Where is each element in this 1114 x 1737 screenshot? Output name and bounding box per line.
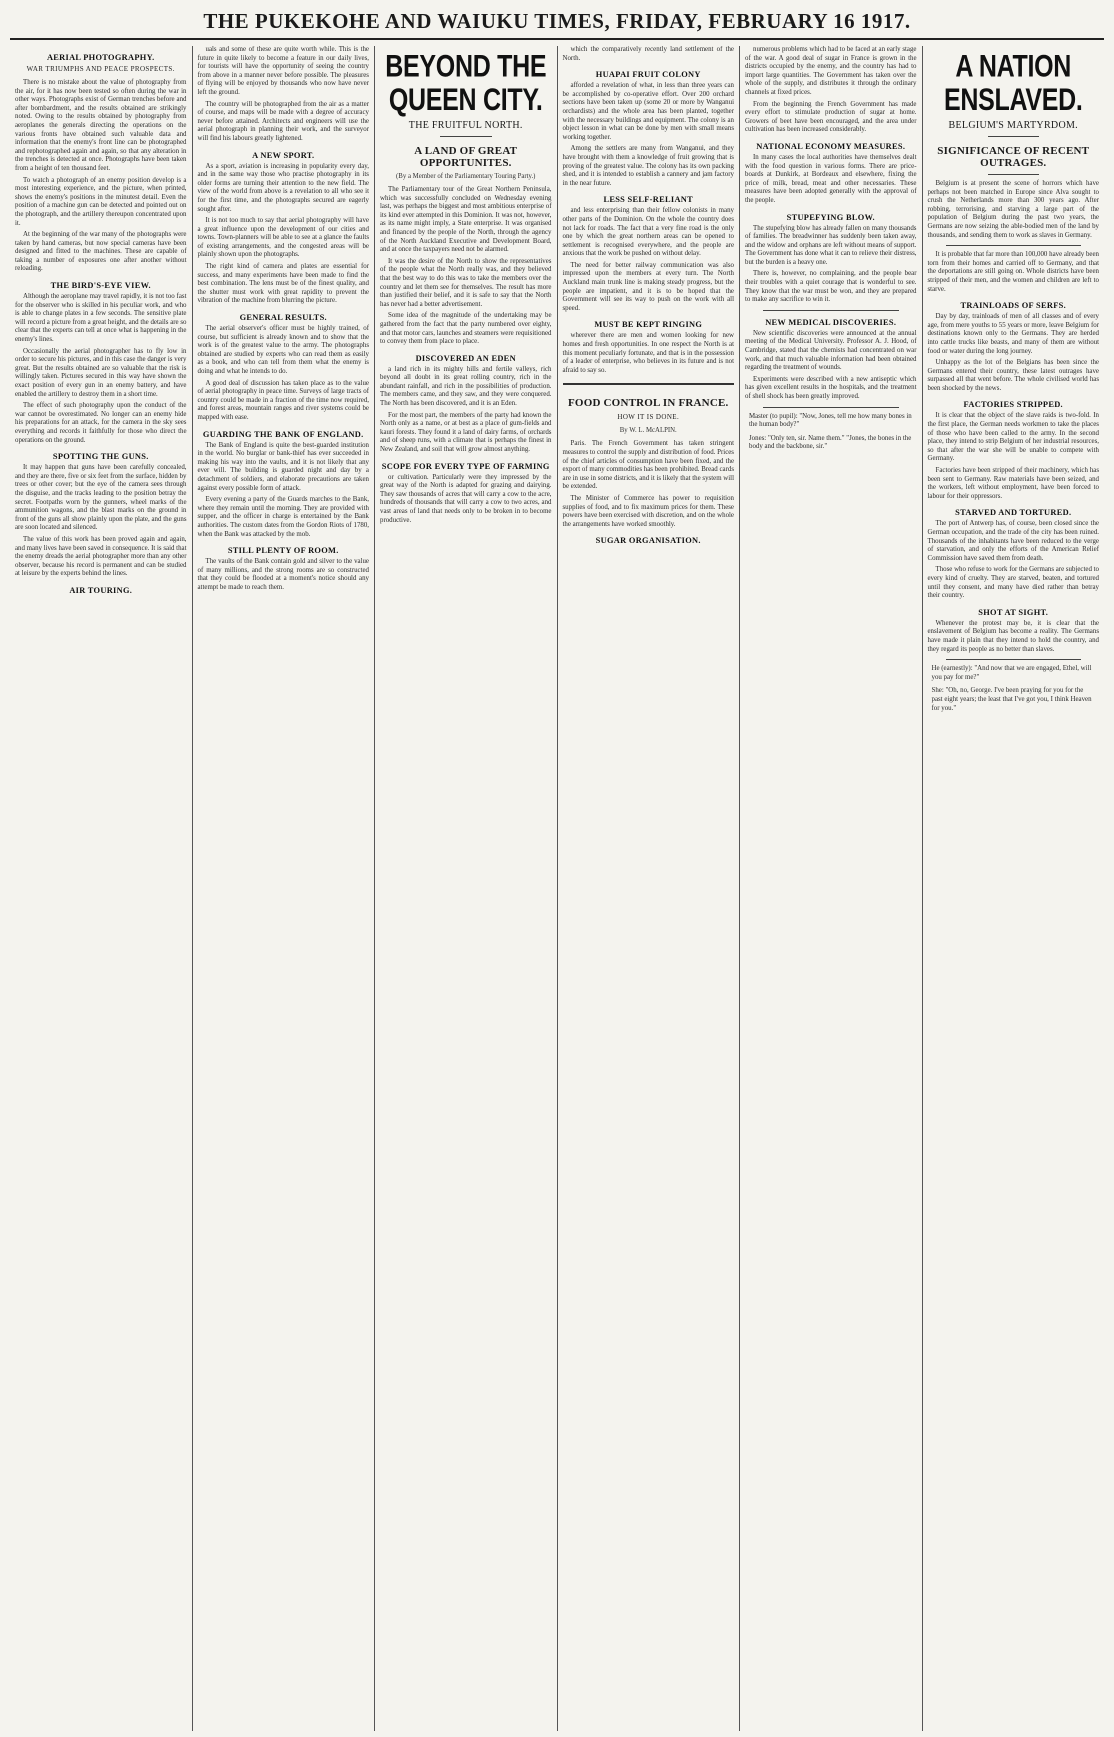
paragraph: The need for better railway communication was also impressed upon the members at every turn. The North Auckland main trunk line is making steady progress, but the people are impatient, and it is to be hoped that the Government will see its way to push on the work with all speed. xyxy=(562,261,734,312)
byline: (By a Member of the Parliamentary Touring Party.) xyxy=(396,173,536,180)
paragraph: Paris. The French Government has taken stringent measures to control the supply and distribution of food. Prices of the chief articles of consumption have been fixed, and the export of many commodities has been prohibited. Bread cards are in use in some districts, and it is likely that the system will be extended. xyxy=(562,440,734,491)
paragraph: At the beginning of the war many of the photographs were taken by hand cameras, but now special cameras have been designed and fitted to the machines. These are capable of taking a number of exposures one after another without reloading. xyxy=(15,231,187,273)
paragraph: Whenever the protest may be, it is clear that the enslavement of Belgium has become a reality. The Germans have made it plain that they intend to hold the country, and they regard its people as no better than slaves. xyxy=(927,619,1099,653)
section-heading: THE BIRD'S-EYE VIEW. xyxy=(50,281,151,291)
divider xyxy=(440,136,492,137)
section-heading: DISCOVERED AN EDEN xyxy=(415,353,516,363)
headline-nation-enslaved: A NATION ENSLAVED. xyxy=(943,48,1083,118)
byline: By W. L. McALPIN. xyxy=(619,427,677,435)
paragraph: Among the settlers are many from Wanganui, and they have brought with them a knowledge of fruit growing that is proving of the greatest value. The colony has its own packing shed, and it is intended to establish a cannery and jam factory in the near future. xyxy=(562,145,734,187)
section-heading: GENERAL RESULTS. xyxy=(239,313,327,323)
section-heading: NATIONAL ECONOMY MEASURES. xyxy=(756,141,906,151)
column-3 xyxy=(375,46,558,1731)
section-heading: AIR TOURING. xyxy=(69,585,133,595)
article-subheading: HOW IT IS DONE. xyxy=(617,413,680,422)
paragraph: Factories have been stripped of their machinery, which has been sent to Germany. Raw materials have been seized, and the workers, left without employment, have been forced to labour for their oppressors. xyxy=(927,467,1099,500)
column-5 xyxy=(740,46,923,1731)
divider xyxy=(763,407,899,408)
subheadline: BELGIUM'S MARTYRDOM. xyxy=(948,120,1078,131)
column-4 xyxy=(558,46,741,1731)
paragraph: It is not too much to say that aerial photography will have a great influence upon the development of our cities and towns. Town-planners will be able to see at a glance the faults of existing arrangements, and the congested areas will be plainly shown upon the photographs. xyxy=(197,217,369,259)
paragraph: numerous problems which had to be faced at an early stage of the war. A good deal of sugar in France is grown in the districts occupied by the enemy, and the country has had to import large quantities. The Government has taken over the whole of the supply, and distributes it through the ordinary channels at fixed prices. xyxy=(745,46,917,96)
section-heading: STILL PLENTY OF ROOM. xyxy=(227,546,339,556)
subheadline: THE FRUITFUL NORTH. xyxy=(408,120,523,131)
paragraph: A good deal of discussion has taken place as to the value of aerial photography in peace time. Surveys of large tracts of country could be made in a fraction of the time now required, and forest areas, mountain ranges and river systems could be mapped with ease. xyxy=(197,379,369,421)
paragraph: Experiments were described with a new antiseptic which has given excellent results in the hospitals, and the treatment of shell shock has been greatly improved. xyxy=(745,375,917,400)
section-heading: LESS SELF-RELIANT xyxy=(603,195,694,205)
section-heading: SIGNIFICANCE OF RECENT OUTRAGES. xyxy=(937,145,1090,169)
paragraph: New scientific discoveries were announced at the annual meeting of the Medical University. Professor A. J. Hood, of Cambridge, stated that the chemists had concentrated on war work, and that much valuable information had been obtained regarding the treatment of wounds. xyxy=(745,329,917,372)
section-heading: STUPEFYING BLOW. xyxy=(786,212,875,222)
divider xyxy=(763,310,899,311)
masthead-title: THE PUKEKOHE AND WAIUKU TIMES, FRIDAY, FEBRUARY 16 1917. xyxy=(203,9,911,33)
masthead xyxy=(10,0,1104,40)
paragraph: and less enterprising than their fellow colonists in many other parts of the Dominion. On the whole the country does not lack for roads. The fact that a very fine road is the only one by which the great northern areas can be opened to settlement is recognised everywhere, and the people are anxious that the work be pushed on without delay. xyxy=(562,207,734,258)
divider xyxy=(946,659,1082,660)
paragraph: The aerial observer's officer must be highly trained, of course, but sufficient is already known and to show that the work is of the greatest value to the army. The photographs obtained are studied by experts who can read them as easily as a book, and who can tell from them what the enemy is doing and what he intends to do. xyxy=(197,325,369,375)
paragraph: For the most part, the members of the party had known the North only as a name, or at best as a place of gum-fields and kauri forests. They found it a land of dairy farms, of orchards and of sheep runs, with a climate that is perhaps the finest in New Zealand, and soil that will grow almost anything. xyxy=(380,411,552,454)
column-1 xyxy=(10,46,193,1731)
article-heading: AERIAL PHOTOGRAPHY. xyxy=(46,53,155,62)
joke-line: He (earnestly): "And now that we are engaged, Ethel, will you pay for me?" xyxy=(931,665,1092,681)
paragraph: The Bank of England is quite the best-guarded institution in the world. No burglar or bank-thief has ever succeeded in making his way into the vaults, and it is not likely that any ever will. The building is guarded night and day by a detachment of soldiers, and elaborate precautions are taken against every possible form of attack. xyxy=(197,441,369,492)
paragraph: It may happen that guns have been carefully concealed, and they are there, five or six feet from the surface, hidden by trees or other cover; but the eye of the camera sees through the disguise, and the tracks leading to the position betray the secret. Footpaths worn by the gunners, wheel marks of the ammunition wagons, and the blast marks on the ground in front of the guns all show plainly upon the plate, and the guns are soon located and silenced. xyxy=(15,464,187,532)
paragraph: It is probable that far more than 100,000 have already been torn from their homes and carried off to Germany, and that the deportations are still going on. Whole districts have been stripped of their men, and the women and children are left to starve. xyxy=(927,251,1099,293)
column-6 xyxy=(923,46,1105,1731)
section-heading: HUAPAI FRUIT COLONY xyxy=(595,70,701,80)
paragraph: The right kind of camera and plates are essential for success, and many experiments have been made to find the best combination. The lens must be of the finest quality, and the shutter must work with great rapidity to prevent the vibration of the machine from blurring the picture. xyxy=(197,263,369,305)
paragraph: Although the aeroplane may travel rapidly, it is not too fast for the observer who is skilled in his peculiar work, and who is able to change plates in a few seconds. The sensitive plate will record a picture from a great height, and the details are so clear that the experts can tell at once what is happening in the enemy's lines. xyxy=(15,293,187,344)
paragraph: The effect of such photography upon the conduct of the war cannot be overestimated. No longer can an enemy hide his preparations for an attack, for the camera in the sky sees everything and records it faithfully for those who direct the operations on the ground. xyxy=(15,402,187,444)
paragraph: uals and some of these are quite worth while. This is the future in quite likely to become a feature in our daily lives, for tourists will have the opportunity of seeing the country from above in a manner never before possible. The pleasures of flying will be enjoyed by thousands who now have never left the ground. xyxy=(197,46,369,96)
paragraph: Day by day, trainloads of men of all classes and of every age, from mere youths to 55 years or more, leave Belgium for destinations known only to the Germans. They are herded into cattle trucks like beasts, and many of them are without food or water during the long journey. xyxy=(927,313,1099,355)
paragraph: The stupefying blow has already fallen on many thousands of families. The breadwinner has suddenly been taken away, and the widow and orphans are left without means of support. The Government has done what it can to relieve their distress, but the burden is a heavy one. xyxy=(745,224,917,266)
section-heading: A NEW SPORT. xyxy=(252,150,315,160)
paragraph: a land rich in its mighty hills and fertile valleys, rich beyond all doubt in its great rolling country, rich in the abundant rainfall, and rich in the possibilities of production. The members came, and they saw, and they were conquered. The North has been discovered, and it is an Eden. xyxy=(380,365,552,408)
paragraph: Those who refuse to work for the Germans are subjected to every kind of cruelty. They are starved, beaten, and tortured until they consent, and many have died rather than betray their country. xyxy=(927,566,1099,600)
headline-queen-city: BEYOND THE QUEEN CITY. xyxy=(385,48,547,118)
paragraph: Belgium is at present the scene of horrors which have perhaps not been matched in Europe since Alva sought to crush the Netherlands more than 300 years ago. After robbing, terrorising, and starving a large part of the population of Belgium during the past two years, the Germans are now seizing the able-bodied men of the land by thousands, and sending them to work as slaves in Germany. xyxy=(927,180,1099,239)
paragraph: The country will be photographed from the air as a matter of course, and maps will be made with a degree of accuracy never before attained. Architects and engineers will use the aerial photograph in planning their work, and the surveyor will find his labours greatly lightened. xyxy=(197,100,369,142)
section-heading: SHOT AT SIGHT. xyxy=(978,607,1049,617)
paragraph: wherever there are men and women looking for new homes and fresh opportunities. In one respect the North is at this moment peculiarly fortunate, and that is in the possession of a leader of enterprise, who believes in its future and is not afraid to say so. xyxy=(562,332,734,374)
section-heading: STARVED AND TORTURED. xyxy=(955,508,1072,518)
joke-line: She: "Oh, no, George. I've been praying for you for the past eight years; the least that I've got you, I think Heaven for you." xyxy=(931,687,1092,712)
column-2 xyxy=(193,46,376,1731)
section-heading: GUARDING THE BANK OF ENGLAND. xyxy=(202,429,364,439)
joke-line: Master (to pupil): "Now, Jones, tell me how many bones in the human body?" xyxy=(749,412,912,429)
paragraph: It is clear that the object of the slave raids is two-fold. In the first place, the German needs workmen to take the places of those who have been called to the army. In the second place, they intend to strip Belgium of her industrial resources, so that after the war she will be unable to compete with Germany. xyxy=(927,412,1099,463)
section-heading: MUST BE KEPT RINGING xyxy=(594,320,703,330)
paragraph: Some idea of the magnitude of the undertaking may be gathered from the fact that the party numbered over eighty, and that motor cars, launches and steamers were requisitioned to convey them from place to place. xyxy=(380,312,552,346)
paragraph: Every evening a party of the Guards marches to the Bank, where they remain until the morning. They are provided with supper, and the officer in charge is entertained by the Bank authorities. The custom dates from the Gordon Riots of 1780, when the Bank was attacked by the mob. xyxy=(197,496,369,538)
paragraph: There is no mistake about the value of photography from the air, for it has now been tested so often during the war in other ways. Photographs exist of German trenches before and after bombardment, and the results obtained are strikingly noted. Owing to the results obtained by photography from aeroplanes the generals directing the operations on the various fronts have obtained such valuable data and information that the enemy's front line can be photographed and rephotographed again and again, so that any alteration in the trenches is detected at once. Photographs have been taken from a height of ten thousand feet. xyxy=(15,79,187,172)
paragraph: Occasionally the aerial photographer has to fly low in order to secure his pictures, and in this case the danger is very great. But the results obtained are so valuable that the risk is willingly taken. Pictures secured in this way have shown the exact position of every gun in an enemy battery, and have enabled the artillery to destroy them in a short time. xyxy=(15,347,187,398)
article-heading: FOOD CONTROL IN FRANCE. xyxy=(568,397,729,410)
article-subheading: WAR TRIUMPHS AND PEACE PROSPECTS. xyxy=(26,65,175,73)
divider xyxy=(946,245,1082,246)
paragraph: The port of Antwerp has, of course, been closed since the German occupation, and the trade of the city has been ruined. Thousands of the inhabitants have been reduced to the verge of starvation, and only the efforts of the American Relief Commission have saved them from death. xyxy=(927,520,1099,562)
paragraph: Unhappy as the lot of the Belgians has been since the Germans entered their country, these latest outrages have surpassed all that went before. The whole civilised world has been shocked by the news. xyxy=(927,359,1099,392)
section-heading: NEW MEDICAL DISCOVERIES. xyxy=(765,317,897,327)
section-heading: FACTORIES STRIPPED. xyxy=(963,400,1063,410)
divider xyxy=(988,174,1040,175)
paragraph: From the beginning the French Government has made every effort to stimulate production of sugar at home. Growers of beet have been encouraged, and the area under cultivation has been increased considerably. xyxy=(745,100,917,134)
paragraph: which the comparatively recently land settlement of the North. xyxy=(562,46,734,62)
paragraph: It was the desire of the North to show the representatives of the people what the North really was, and they believed that the best way to do this was to take the members over the country and let them see for themselves. The result has more than justified their belief, and it is safe to say that the North has never had a better advertisement. xyxy=(380,257,552,308)
food-control-article xyxy=(563,383,735,545)
paragraph: or cultivation. Particularly were they impressed by the great way of the North is adapted for grazing and dairying. They saw thousands of acres that will carry a cow to the acre, hundreds of thousands that will carry a cow to two acres, and vast areas of land that needs only to be broken in to become productive. xyxy=(380,473,552,524)
paragraph: The Parliamentary tour of the Great Northern Peninsula, which was successfully concluded on Wednesday evening last, was perhaps the biggest and most ambitious enterprise of its kind ever attempted in this Dominion. It was not, however, as its name might imply, a State enterprise. It was organised and financed by the people of the North, through the agency of the North Auckland Executive and Development Board, and at once the taxpayers need not be alarmed. xyxy=(380,186,552,254)
divider xyxy=(988,136,1040,137)
paragraph: The vaults of the Bank contain gold and silver to the value of many millions, and the strong rooms are so constructed that they could be flooded at a moment's notice should any attempt be made to reach them. xyxy=(197,558,369,591)
section-heading: TRAINLOADS OF SERFS. xyxy=(960,301,1066,311)
paragraph: The value of this work has been proved again and again, and many lives have been saved in consequence. It is said that the enemy dreads the aerial photographer more than any other observer, because his record is permanent and can be studied at leisure by the experts behind the lines. xyxy=(15,535,187,578)
columns xyxy=(10,46,1104,1731)
paragraph: afforded a revelation of what, in less than three years can be accomplished by co-operative effort. Over 200 orchard sections have been taken up (some 20 or more by Wanganui orchardists) and the whole area has been planted, together with the necessary buildings and equipment. The colony is an object lesson in what can be done by men with small means working together. xyxy=(562,82,734,141)
paragraph: The Minister of Commerce has power to requisition supplies of food, and to fix maximum prices for them. These powers have been exercised with discretion, and on the whole the arrangements have worked smoothly. xyxy=(562,494,734,528)
section-heading: SPOTTING THE GUNS. xyxy=(52,452,149,462)
section-heading: A LAND OF GREAT OPPORTUNITES. xyxy=(414,145,518,169)
paragraph: In many cases the local authorities have themselves dealt with the food question in various forms. There are price-boards at Dunkirk, at Bordeaux and elsewhere, fixing the price of milk, bread, meat and other necessaries. These measures have been adopted generally with the approval of the people. xyxy=(745,153,917,204)
joke-line: Jones: "Only ten, sir. Name them." "Jones, the bones in the body and the backbone, sir." xyxy=(749,434,912,451)
paragraph: There is, however, no complaining, and the people bear their troubles with a quiet courage that is wonderful to see. They know that the war must be won, and they are prepared to make any sacrifice to win it. xyxy=(745,270,917,304)
section-heading: SUGAR ORGANISATION. xyxy=(595,536,701,546)
paragraph: To watch a photograph of an enemy position develop is a most interesting experience, and the picture, when printed, shows the enemy's positions in the minutest detail. Even the position of a machine gun can be detected and pointed out on the photograph, and the artillery thereupon concentrated upon it. xyxy=(15,176,187,227)
section-heading: SCOPE FOR EVERY TYPE OF FARMING xyxy=(381,461,550,471)
paragraph: As a sport, aviation is increasing in popularity every day, and in the same way those who practise photography in its older forms are turning their attention to the new field. The view of the world from above is a revelation to all who see it for the first time, and the photographs secured are eagerly sought after. xyxy=(197,162,369,213)
